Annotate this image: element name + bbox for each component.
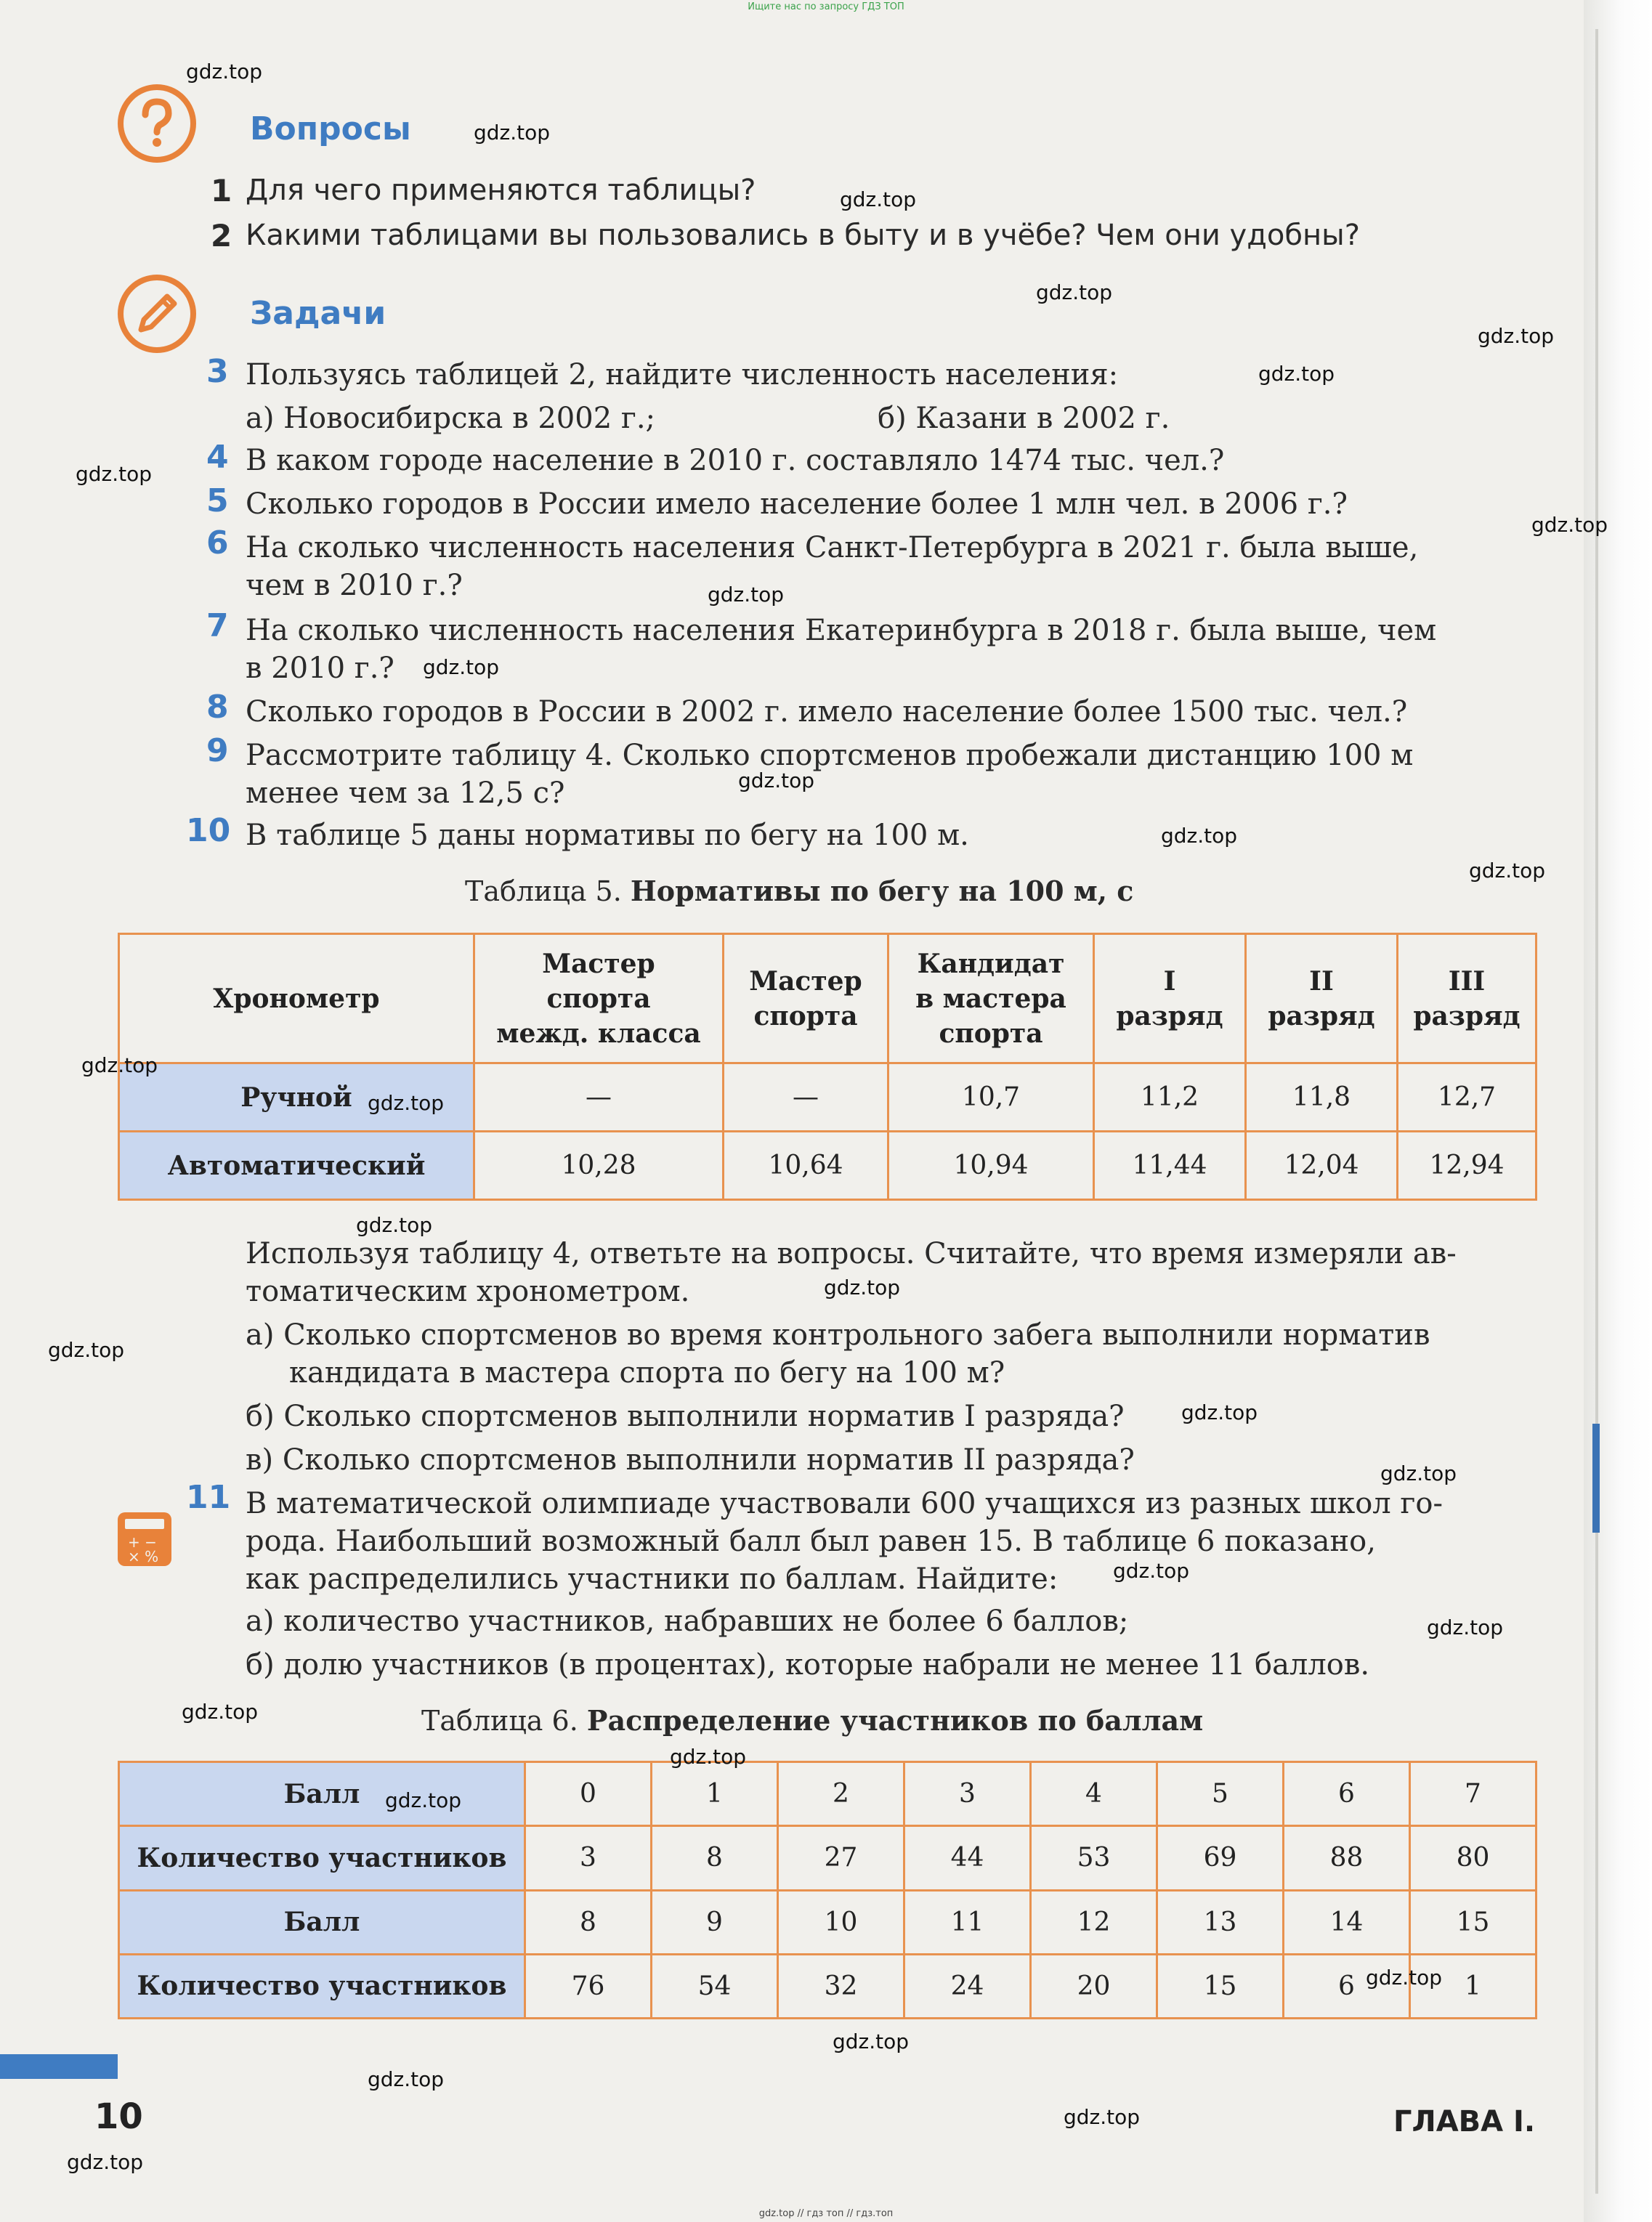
- task-text: Сколько городов в России имело население более 1 млн чел. в 2006 г.?: [246, 487, 1348, 521]
- header-line: в мастера: [915, 983, 1066, 1014]
- table5-header-cell: [724, 934, 888, 1063]
- watermark: gdz.top: [708, 583, 785, 607]
- watermark: gdz.top: [474, 121, 551, 145]
- row-label: Балл: [119, 1762, 525, 1826]
- task-text: На сколько численность населения Санкт-Петербурга в 2021 г. была выше,: [246, 531, 1419, 564]
- watermark: gdz.top: [356, 1213, 433, 1237]
- table-cell: 5: [1157, 1762, 1284, 1826]
- table6-caption-prefix: Таблица 6.: [421, 1705, 578, 1737]
- watermark: gdz.top: [1427, 1615, 1504, 1639]
- question-number: 2: [211, 218, 232, 254]
- row-label: Количество участников: [119, 1826, 525, 1890]
- table-cell: 76: [525, 1954, 652, 2018]
- table5-header-cell: [1246, 934, 1398, 1063]
- table-cell: 54: [652, 1954, 778, 2018]
- watermark: gdz.top: [423, 655, 500, 679]
- page-edge: [1584, 0, 1652, 2222]
- watermark: gdz.top: [1113, 1559, 1190, 1583]
- header-line: Мастер: [542, 948, 655, 979]
- header-line: спорта: [939, 1018, 1043, 1049]
- table-cell: 10: [778, 1890, 904, 1954]
- task-option-a: кандидата в мастера спорта по бегу на 100 м?: [289, 1356, 1005, 1390]
- score-distribution-table: [118, 1761, 1537, 2019]
- calculator-icon: [118, 1512, 171, 1566]
- watermark: gdz.top: [48, 1338, 125, 1362]
- tasks-title: Задачи: [250, 295, 386, 332]
- table-cell: 80: [1410, 1826, 1536, 1890]
- header-line: разряд: [1268, 1000, 1375, 1031]
- table-cell: 11,2: [1094, 1063, 1246, 1132]
- watermark: gdz.top: [385, 1788, 462, 1812]
- table-cell: 10,64: [724, 1132, 888, 1200]
- table-cell: 15: [1410, 1890, 1536, 1954]
- task-option-a: а) Сколько спортсменов во время контрольного забега выполнили норматив: [246, 1318, 1430, 1352]
- table5-caption-prefix: Таблица 5.: [465, 875, 622, 907]
- row-label: Количество участников: [119, 1954, 525, 2018]
- table5-header-cell: [1398, 934, 1536, 1063]
- watermark: gdz.top: [833, 2030, 910, 2053]
- table-cell: 10,94: [888, 1132, 1094, 1200]
- watermark: gdz.top: [738, 769, 815, 792]
- table-cell: 88: [1284, 1826, 1410, 1890]
- header-line: межд. класса: [496, 1018, 701, 1049]
- table-cell: 53: [1031, 1826, 1157, 1890]
- task-text: Рассмотрите таблицу 4. Сколько спортсменов пробежали дистанцию 100 м: [246, 739, 1414, 772]
- question-number: 1: [211, 173, 232, 208]
- page-number: 10: [94, 2096, 143, 2137]
- table5-caption: [465, 875, 1133, 907]
- task-text: в 2010 г.?: [246, 652, 394, 685]
- table-cell: 2: [778, 1762, 904, 1826]
- row-label: Ручной: [119, 1063, 474, 1132]
- watermark: gdz.top: [76, 462, 153, 486]
- watermark: gdz.top: [81, 1053, 158, 1077]
- table-row: [119, 1890, 1536, 1954]
- watermark: gdz.top: [67, 2150, 144, 2174]
- chapter-label: ГЛАВА I.: [1393, 2105, 1536, 2138]
- table-cell: 6: [1284, 1954, 1410, 2018]
- watermark: gdz.top: [1366, 1966, 1443, 1990]
- watermark: gdz.top: [1531, 513, 1608, 537]
- watermark: gdz.top: [1064, 2105, 1141, 2129]
- table-cell: 32: [778, 1954, 904, 2018]
- questions-title: Вопросы: [250, 110, 411, 147]
- table-cell: 4: [1031, 1762, 1157, 1826]
- watermark: gdz.top: [824, 1276, 901, 1299]
- task-option-b: б) долю участников (в процентах), которые набрали не менее 11 баллов.: [246, 1648, 1370, 1682]
- task-option-c: в) Сколько спортсменов выполнили норматив II разряда?: [246, 1443, 1135, 1477]
- task-number: 10: [186, 812, 231, 849]
- header-line: II: [1309, 965, 1334, 997]
- svg-text:× %: × %: [128, 1548, 159, 1565]
- watermark: gdz.top: [1258, 362, 1335, 386]
- page-fold: [1595, 29, 1598, 2194]
- table-cell: 8: [652, 1826, 778, 1890]
- watermark: gdz.top: [1469, 859, 1546, 883]
- table-row: [119, 1132, 1536, 1200]
- table-cell: 11,44: [1094, 1132, 1246, 1200]
- table5-header-cell: Хронометр: [119, 934, 474, 1063]
- header-line: разряд: [1116, 1000, 1223, 1031]
- watermark: gdz.top: [1478, 324, 1555, 348]
- table-cell: 9: [652, 1890, 778, 1954]
- task-number: 9: [206, 732, 229, 769]
- table-cell: 8: [525, 1890, 652, 1954]
- table-cell: 12,04: [1246, 1132, 1398, 1200]
- header-line: спорта: [753, 1000, 858, 1031]
- watermark: gdz.top: [1161, 824, 1238, 848]
- header-line: разряд: [1413, 1000, 1521, 1031]
- table-cell: 44: [904, 1826, 1031, 1890]
- table-cell: 11,8: [1246, 1063, 1398, 1132]
- table-cell: 10,7: [888, 1063, 1094, 1132]
- task-text: чем в 2010 г.?: [246, 569, 463, 602]
- table-cell: 20: [1031, 1954, 1157, 2018]
- top-search-link[interactable]: Ищите нас по запросу ГДЗ ТОП: [748, 1, 904, 12]
- bottom-search-link[interactable]: gdz.top // гдз топ // гдз.топ: [758, 2208, 894, 2219]
- pencil-icon: [118, 275, 196, 353]
- table-cell: 14: [1284, 1890, 1410, 1954]
- task-number: 6: [206, 524, 229, 561]
- table-cell: 3: [525, 1826, 652, 1890]
- table5-header-cell: [474, 934, 724, 1063]
- header-line: I: [1163, 965, 1176, 997]
- table-cell: 1: [652, 1762, 778, 1826]
- table-row: [119, 1954, 1536, 2018]
- watermark: gdz.top: [182, 1700, 259, 1724]
- task-number: 11: [186, 1479, 231, 1516]
- header-line: III: [1448, 965, 1486, 997]
- task-text: как распределились участники по баллам. Найдите:: [246, 1562, 1058, 1596]
- table5-header-cell: [888, 934, 1094, 1063]
- watermark: gdz.top: [840, 187, 917, 211]
- table-cell: 15: [1157, 1954, 1284, 2018]
- table-cell: —: [474, 1063, 724, 1132]
- task-number: 3: [206, 353, 229, 390]
- task-number: 4: [206, 439, 229, 476]
- table-cell: 13: [1157, 1890, 1284, 1954]
- task-number: 5: [206, 482, 229, 519]
- table-cell: 3: [904, 1762, 1031, 1826]
- table-cell: 11: [904, 1890, 1031, 1954]
- table-cell: 7: [1410, 1762, 1536, 1826]
- header-line: спорта: [546, 983, 651, 1014]
- table-row: [119, 1063, 1536, 1132]
- task-number: 7: [206, 607, 229, 644]
- table-cell: 12,94: [1398, 1132, 1536, 1200]
- table-row: [119, 1762, 1536, 1826]
- row-label: Автоматический: [119, 1132, 474, 1200]
- header-line: Мастер: [749, 965, 862, 997]
- table-cell: 10,28: [474, 1132, 724, 1200]
- table-cell: 24: [904, 1954, 1031, 2018]
- task-option-a: а) количество участников, набравших не более 6 баллов;: [246, 1605, 1129, 1638]
- table-cell: —: [724, 1063, 888, 1132]
- table5-caption-title: Нормативы по бегу на 100 м, с: [630, 875, 1134, 907]
- task-text: В каком городе население в 2010 г. составляло 1474 тыс. чел.?: [246, 444, 1225, 477]
- task-text: В таблице 5 даны нормативы по бегу на 100 м.: [246, 819, 969, 852]
- question-icon: [118, 84, 196, 163]
- task-option-b: б) Сколько спортсменов выполнили норматив I разряда?: [246, 1400, 1125, 1433]
- watermark: gdz.top: [1380, 1461, 1457, 1485]
- task-number: 8: [206, 689, 229, 726]
- task-text: В математической олимпиаде участвовали 600 учащихся из разных школ го-: [246, 1487, 1443, 1520]
- footer-accent-bar: [0, 2054, 118, 2079]
- task-text: На сколько численность населения Екатеринбурга в 2018 г. была выше, чем: [246, 614, 1437, 647]
- table-cell: 6: [1284, 1762, 1410, 1826]
- table-cell: 27: [778, 1826, 904, 1890]
- chapter-tab: [1592, 1424, 1600, 1533]
- table-cell: 12: [1031, 1890, 1157, 1954]
- task-option-a: а) Новосибирска в 2002 г.;: [246, 402, 656, 435]
- table-cell: 0: [525, 1762, 652, 1826]
- standards-table: [118, 933, 1537, 1201]
- table-cell: 12,7: [1398, 1063, 1536, 1132]
- task-text: Используя таблицу 4, ответьте на вопросы. Считайте, что время измеряли ав-: [246, 1237, 1457, 1270]
- watermark: gdz.top: [670, 1745, 747, 1769]
- watermark: gdz.top: [1036, 280, 1113, 304]
- svg-text:+ −: + −: [128, 1533, 157, 1551]
- task-option-b: б) Казани в 2002 г.: [878, 402, 1170, 435]
- watermark: gdz.top: [368, 1091, 445, 1115]
- watermark: gdz.top: [186, 60, 263, 84]
- table6-caption-title: Распределение участников по баллам: [586, 1704, 1204, 1737]
- question-text: Для чего применяются таблицы?: [246, 174, 756, 207]
- task-text: Пользуясь таблицей 2, найдите численность населения:: [246, 358, 1119, 392]
- task-text: менее чем за 12,5 с?: [246, 777, 565, 810]
- table-row: [119, 1826, 1536, 1890]
- table-cell: 1: [1410, 1954, 1536, 2018]
- header-line: Кандидат: [917, 948, 1065, 979]
- task-text: томатическим хронометром.: [246, 1275, 690, 1308]
- task-text: рода. Наибольший возможный балл был равен 15. В таблице 6 показано,: [246, 1525, 1376, 1558]
- task-text: Сколько городов в России в 2002 г. имело население более 1500 тыс. чел.?: [246, 695, 1408, 729]
- table5-header-cell: [1094, 934, 1246, 1063]
- row-label: Балл: [119, 1890, 525, 1954]
- watermark: gdz.top: [1181, 1400, 1258, 1424]
- watermark: gdz.top: [368, 2067, 445, 2091]
- table-cell: 69: [1157, 1826, 1284, 1890]
- table6-caption: [421, 1704, 1203, 1737]
- question-text: Какими таблицами вы пользовались в быту и в учёбе? Чем они удобны?: [246, 219, 1360, 252]
